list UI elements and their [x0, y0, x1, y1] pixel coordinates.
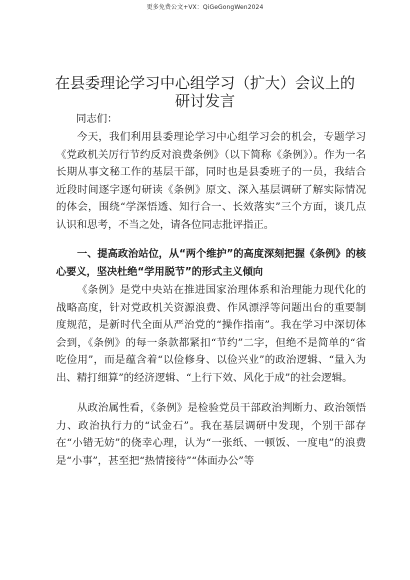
- paragraph-section1-a: 《条例》是党中央站在推进国家治理体系和治理能力现代化的战略高度，针对党政机关资源浪费、作风漂浮等问题出台的重要制度规范，是新时代全面从严治党的“操作指南”。我在学习中深切体会到，《条例》的每一条款都紧扣“节约”二字，但绝不是简单的“省吃俭用”，而是蕴含着“以俭修身、以俭兴业”的政治逻辑、“量入为出、精打细算”的经济逻辑、“上行下效、风化于成”的社会逻辑。: [56, 284, 366, 384]
- paragraph-intro: 今天，我们利用县委理论学习中心组学习会的机会，专题学习《党政机关厉行节约反对浪费条例》（以下简称《条例》）。作为一名长期从事文秘工作的基层干部，同时也是县委班子的一员，我结合近段时间逐字逐句研读《条例》原文、深入基层调研了解实际情况的体会，围绕“学深悟透、知行合一、长效落实”三个方面，谈几点认识和思考，不当之处，请各位同志批评指正。: [56, 131, 366, 231]
- title-line-2: 研讨发言: [174, 92, 235, 110]
- title-line-1: 在县委理论学习中心组学习（扩大）会议上的: [54, 74, 355, 92]
- section-heading-1: 一、提高政治站位，从“两个维护”的高度深刻把握《条例》的核心要义，坚决杜绝“学用脱节”的形式主义倾向: [56, 249, 366, 278]
- paragraph-section1-b: 从政治属性看，《条例》是检验党员干部政治判断力、政治领悟力、政治执行力的“试金石”。我在基层调研中发现，个别干部存在“小错无妨”的侥幸心理，认为“一张纸、一顿饭、一度电”的浪费是“小事”，甚至把“热情接待”“体面办公”等: [56, 402, 366, 467]
- document-title: [40, 74, 370, 110]
- greeting: 同志们：: [76, 113, 118, 125]
- header-watermark: 更多免费公文+VX：QiGeGongWen2024: [146, 4, 264, 11]
